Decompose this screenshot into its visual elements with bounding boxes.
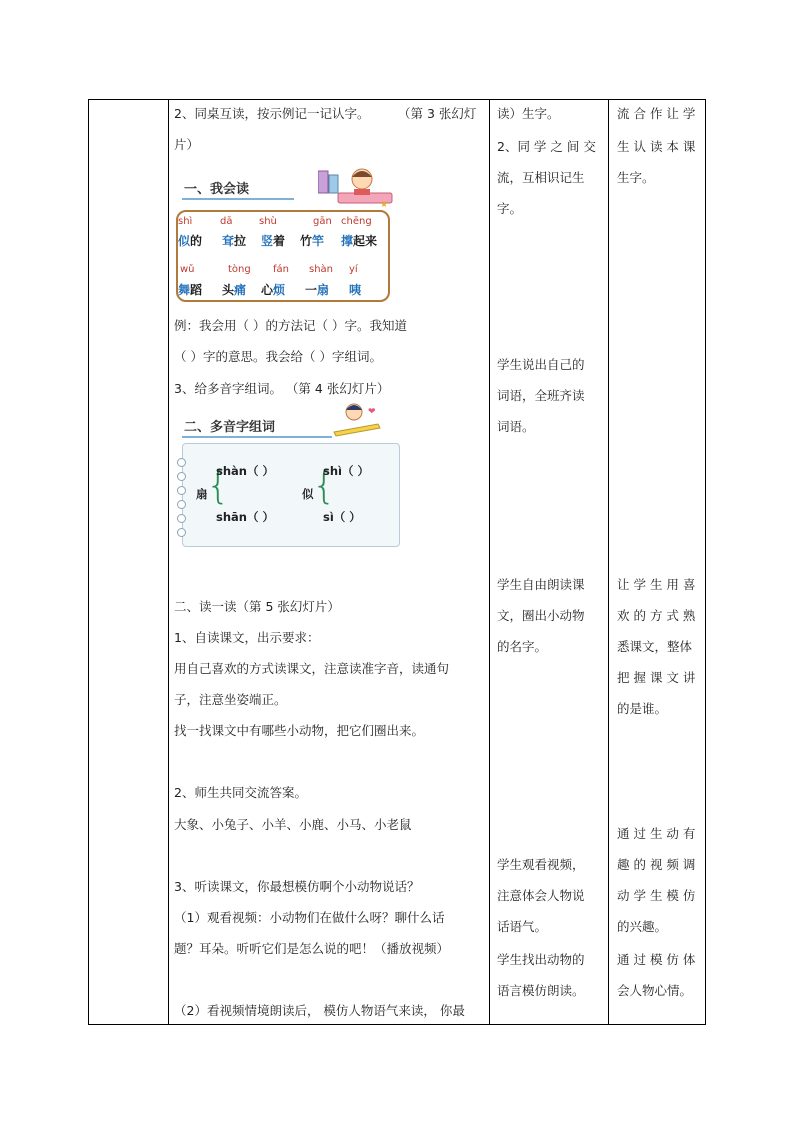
pinyin: shù <box>259 216 277 227</box>
word-rest: 着 <box>273 234 286 248</box>
activity-text: 话语气。 <box>497 919 548 934</box>
section-2-item-3: 3、听读课文，你最想模仿啊个小动物说话？ <box>174 879 420 894</box>
activity-text: 字。 <box>497 201 523 216</box>
activity-text: 的名字。 <box>497 639 548 654</box>
intent-text: 动 学 生 模 仿 <box>617 888 696 903</box>
section-2-item-1: 1、自读课文，出示要求： <box>174 630 320 645</box>
section-2-requirement-2: 找一找课文中有哪些小动物，把它们圈出来。 <box>174 723 425 738</box>
activity-text: 学生自由朗读课 <box>497 577 585 592</box>
kid-reading-illustration <box>318 163 396 209</box>
activity-text: 语言模仿朗读。 <box>497 983 585 998</box>
target-char: 竿 <box>312 234 325 248</box>
column-divider-3 <box>608 100 609 1024</box>
intent-text: 生字。 <box>617 170 655 185</box>
word-rest: 一 <box>305 283 318 297</box>
pinyin: wǔ <box>180 264 195 275</box>
polyphone-char-si: 似 <box>302 487 314 501</box>
target-char: 扇 <box>317 283 330 297</box>
section-2-answer: 大象、小兔子、小羊、小鹿、小马、小老鼠 <box>174 817 412 832</box>
pinyin: gān <box>313 216 332 227</box>
activity-text: 学生找出动物的 <box>497 952 585 967</box>
activity-text: 流，互相识记生 <box>497 170 585 185</box>
left-brace-icon: { <box>312 463 337 507</box>
activity-text: 注意体会人物说 <box>497 888 585 903</box>
section-2-item-3b: （2）看视频情境朗读后， 模仿人物语气来读， 你最 <box>174 1003 465 1018</box>
svg-text:★: ★ <box>380 200 389 209</box>
step-3-text: 3、给多音字组词。 （第 4 张幻灯片） <box>174 381 390 396</box>
target-char: 咦 <box>349 283 362 297</box>
column-divider-1 <box>168 100 169 1024</box>
activity-text: 读）生字。 <box>497 106 560 121</box>
word-rest: 头 <box>222 283 235 297</box>
activity-text: 学生观看视频， <box>497 857 585 872</box>
word-card <box>300 232 324 249</box>
section-2-title: 二、读一读（第 5 张幻灯片） <box>174 599 340 614</box>
section-2-requirement-1: 用自己喜欢的方式读课文，注意读准字音，读通句 <box>174 661 450 676</box>
pinyin: shàn <box>309 264 334 275</box>
intent-text: 生 认 读 本 课 <box>617 139 696 154</box>
binder-ring-icon <box>177 514 186 523</box>
si-reading-1: shì（ ） <box>323 464 369 478</box>
activity-text: 学生说出自己的 <box>497 357 585 372</box>
word-rest: 拉 <box>234 234 247 248</box>
word-card <box>222 281 246 298</box>
word-card <box>178 281 202 298</box>
pinyin: shì <box>178 216 193 227</box>
kid-pencil-illustration <box>332 402 382 438</box>
card2-header-underline <box>182 436 332 438</box>
intent-text: 流 合 作 让 学 <box>617 106 696 121</box>
activity-text: 词语。 <box>497 419 535 434</box>
word-card <box>178 232 202 249</box>
word-rest: 起来 <box>353 234 378 248</box>
card2-header: 二、多音字组词 <box>184 420 276 435</box>
intent-text: 的是谁。 <box>617 701 668 716</box>
target-char: 痛 <box>234 283 247 297</box>
pinyin: dā <box>220 216 233 227</box>
shan-reading-1: shàn（ ） <box>216 464 274 478</box>
section-2-item-3a-cont: 题？耳朵。听听它们是怎么说的吧！（播放视频） <box>174 941 450 956</box>
binder-ring-icon <box>177 472 186 481</box>
polyphone-char-shan: 扇 <box>196 487 208 501</box>
word-card <box>349 281 361 298</box>
target-char: 似 <box>178 234 191 248</box>
shan-reading-2: shān（ ） <box>216 510 274 524</box>
binder-ring-icon <box>177 528 186 537</box>
step-2-text: 2、同桌互读，按示例记一记认字。 <box>174 106 370 121</box>
intent-text: 通 过 生 动 有 <box>617 826 696 841</box>
word-rest: 的 <box>190 234 203 248</box>
binder-ring-icon <box>177 486 186 495</box>
intent-text: 会人物心情。 <box>617 983 693 998</box>
binder-ring-icon <box>177 458 186 467</box>
column-divider-2 <box>489 100 490 1024</box>
activity-text: 文，圈出小动物 <box>497 608 585 623</box>
card1-header-underline <box>182 198 294 200</box>
word-rest: 心 <box>261 283 274 297</box>
intent-text: 的兴趣。 <box>617 919 668 934</box>
activity-text: 2、同 学 之 间 交 <box>497 139 596 154</box>
svg-text:❤: ❤ <box>368 407 376 417</box>
pinyin: yí <box>349 264 358 275</box>
intent-text: 趣 的 视 频 调 <box>617 857 696 872</box>
word-card <box>341 232 377 249</box>
card1-header: 一、我会读 <box>184 182 250 197</box>
word-card <box>261 232 285 249</box>
binder-ring-icon <box>177 500 186 509</box>
activity-text: 词语，全班齐读 <box>497 388 585 403</box>
target-char: 撑 <box>341 234 354 248</box>
pinyin: chēng <box>341 216 372 227</box>
word-rest: 蹈 <box>190 283 203 297</box>
slide-ref-3-wrap: 片） <box>174 137 200 152</box>
example-line-2: （ ）字的意思。我会给（ ）字组词。 <box>174 349 382 364</box>
pinyin: tòng <box>228 264 251 275</box>
intent-text: 悉课文，整体 <box>617 639 693 654</box>
section-2-item-2: 2、师生共同交流答案。 <box>174 785 307 800</box>
word-card <box>222 232 246 249</box>
si-reading-2: sì（ ） <box>323 510 361 524</box>
section-2-item-3a: （1）观看视频：小动物们在做什么呀？聊什么话 <box>174 910 445 925</box>
pinyin: fán <box>273 264 289 275</box>
target-char: 烦 <box>273 283 286 297</box>
intent-text: 通 过 模 仿 体 <box>617 952 696 967</box>
slide-ref-3: （第 3 张幻灯 <box>398 106 477 121</box>
intent-text: 让 学 生 用 喜 <box>617 577 696 592</box>
intent-text: 把 握 课 文 讲 <box>617 670 696 685</box>
example-line-1: 例：我会用（ ）的方法记（ ）字。我知道 <box>174 318 407 333</box>
target-char: 舞 <box>178 283 191 297</box>
word-card <box>305 281 329 298</box>
section-2-requirement-1b: 子，注意坐姿端正。 <box>174 692 287 707</box>
target-char: 竖 <box>261 234 274 248</box>
target-char: 耷 <box>222 234 235 248</box>
left-brace-icon: { <box>206 463 231 507</box>
word-card <box>261 281 285 298</box>
word-rest: 竹 <box>300 234 313 248</box>
intent-text: 欢 的 方 式 熟 <box>617 608 696 623</box>
